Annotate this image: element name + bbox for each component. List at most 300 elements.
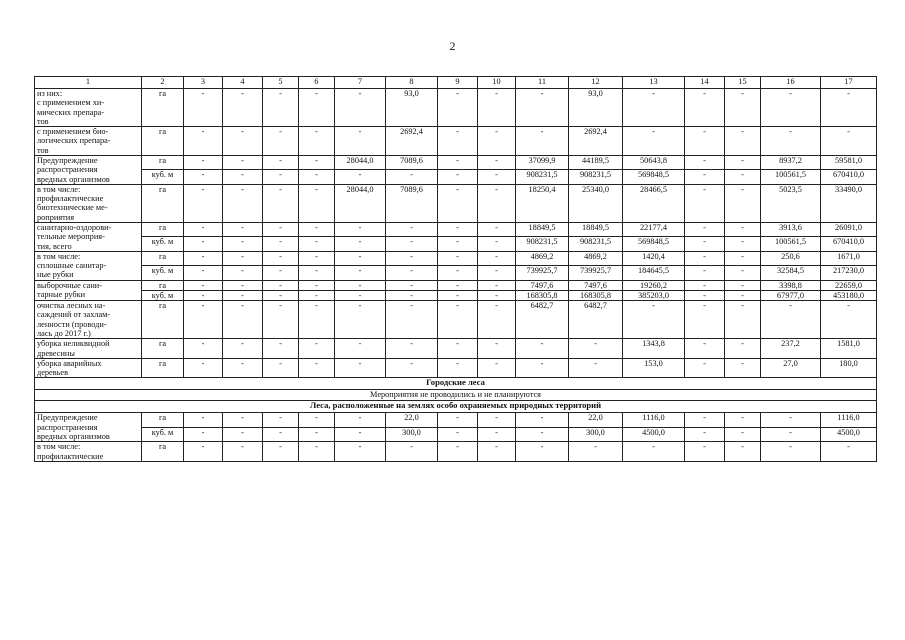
value-cell: 217230,0 [821,266,877,280]
value-cell: - [386,290,438,300]
value-cell: 300,0 [569,427,623,441]
value-cell: - [438,155,478,169]
note-city-row [35,390,877,401]
table-row [35,222,877,236]
value-cell: - [478,339,516,359]
value-cell: - [299,266,335,280]
value-cell: 26091,0 [821,222,877,236]
value-cell: - [685,237,725,251]
column-header: 6 [299,77,335,89]
value-cell: - [438,170,478,184]
value-cell: 153,0 [623,358,685,378]
column-header: 5 [263,77,299,89]
value-cell: - [685,290,725,300]
value-cell: - [184,266,223,280]
value-cell: - [516,89,569,127]
value-cell: - [569,358,623,378]
unit-cell: га [142,339,184,359]
value-cell: 19260,2 [623,280,685,290]
value-cell: 18849,5 [516,222,569,236]
value-cell: 28044,0 [335,155,386,169]
value-cell: - [263,427,299,441]
column-header: 12 [569,77,623,89]
value-cell: - [516,442,569,462]
table-row [35,237,877,251]
value-cell: - [478,301,516,339]
value-cell: - [821,442,877,462]
value-cell: - [478,89,516,127]
value-cell: - [438,427,478,441]
value-cell: - [438,290,478,300]
value-cell: 908231,5 [569,170,623,184]
value-cell: - [478,358,516,378]
value-cell: - [263,266,299,280]
value-cell: - [335,290,386,300]
table-row [35,127,877,156]
value-cell: - [184,413,223,427]
value-cell: - [761,427,821,441]
value-cell: - [516,358,569,378]
unit-cell: га [142,358,184,378]
value-cell: - [386,222,438,236]
value-cell: - [263,237,299,251]
value-cell: - [299,427,335,441]
value-cell: - [438,127,478,156]
value-cell: - [438,266,478,280]
value-cell: - [223,413,263,427]
value-cell: - [685,89,725,127]
value-cell: - [685,442,725,462]
value-cell: 168305,8 [569,290,623,300]
table-body [35,77,877,462]
value-cell: 50643,8 [623,155,685,169]
column-header: 2 [142,77,184,89]
value-cell: - [725,222,761,236]
value-cell: - [725,339,761,359]
value-cell: 7089,6 [386,155,438,169]
value-cell: - [386,301,438,339]
value-cell: - [685,427,725,441]
forest-measures-table [34,76,877,462]
row-label: Предупреждение распространения вредных организмов [35,413,142,442]
value-cell: - [685,301,725,339]
row-label: санитарно-оздорови- тельные мероприя- тия, всего [35,222,142,251]
value-cell: 908231,5 [569,237,623,251]
value-cell: - [438,301,478,339]
value-cell: - [299,170,335,184]
value-cell: 569848,5 [623,170,685,184]
table-row [35,89,877,127]
value-cell: - [335,427,386,441]
value-cell: - [223,339,263,359]
value-cell: 2692,4 [386,127,438,156]
value-cell: 1581,0 [821,339,877,359]
value-cell: - [623,442,685,462]
value-cell: - [725,280,761,290]
column-header: 7 [335,77,386,89]
value-cell: - [478,170,516,184]
value-cell: - [223,358,263,378]
row-label: уборка аварийных деревьев [35,358,142,378]
value-cell: - [223,222,263,236]
value-cell: - [516,127,569,156]
value-cell: 180,0 [821,358,877,378]
value-cell: - [725,427,761,441]
unit-cell: куб. м [142,290,184,300]
column-header: 10 [478,77,516,89]
value-cell: - [223,89,263,127]
value-cell: - [685,280,725,290]
value-cell: - [386,237,438,251]
value-cell: - [685,358,725,378]
column-header: 14 [685,77,725,89]
value-cell: - [335,280,386,290]
column-header: 16 [761,77,821,89]
value-cell: - [478,266,516,280]
value-cell: - [725,290,761,300]
value-cell: - [184,222,223,236]
value-cell: - [335,222,386,236]
value-cell: - [761,89,821,127]
value-cell: - [685,170,725,184]
value-cell: 1116,0 [821,413,877,427]
value-cell: - [685,413,725,427]
value-cell: 908231,5 [516,170,569,184]
section-heading-protected-row [35,401,877,413]
unit-cell: га [142,222,184,236]
value-cell: 168305,8 [516,290,569,300]
value-cell: - [335,266,386,280]
table-row [35,290,877,300]
unit-cell: га [142,251,184,265]
value-cell: 300,0 [386,427,438,441]
value-cell: 1116,0 [623,413,685,427]
page-number: 2 [449,39,456,53]
value-cell: - [821,301,877,339]
value-cell: - [299,155,335,169]
column-number-row [35,77,877,89]
value-cell: - [386,251,438,265]
value-cell: 4869,2 [569,251,623,265]
row-label: в том числе: сплошные санитар- ные рубки [35,251,142,280]
value-cell: - [223,427,263,441]
value-cell: - [223,127,263,156]
value-cell: - [438,237,478,251]
column-header: 9 [438,77,478,89]
table-row [35,358,877,378]
unit-cell: куб. м [142,170,184,184]
unit-cell: куб. м [142,266,184,280]
value-cell: - [184,237,223,251]
value-cell: - [184,127,223,156]
value-cell: - [299,442,335,462]
table-row [35,280,877,290]
value-cell: 670410,0 [821,170,877,184]
value-cell: 44189,5 [569,155,623,169]
value-cell: - [299,413,335,427]
unit-cell: куб. м [142,237,184,251]
value-cell: - [438,222,478,236]
value-cell: - [223,251,263,265]
value-cell: - [478,280,516,290]
value-cell: - [821,127,877,156]
value-cell: - [386,339,438,359]
value-cell: - [478,290,516,300]
unit-cell: га [142,89,184,127]
value-cell: - [263,251,299,265]
value-cell: - [263,89,299,127]
value-cell: - [761,442,821,462]
value-cell: 22,0 [569,413,623,427]
value-cell: - [386,358,438,378]
column-header: 8 [386,77,438,89]
value-cell: - [386,442,438,462]
value-cell: - [821,89,877,127]
value-cell: 22659,0 [821,280,877,290]
value-cell: - [438,413,478,427]
value-cell: 93,0 [386,89,438,127]
column-header: 17 [821,77,877,89]
unit-cell: га [142,184,184,222]
value-cell: - [184,155,223,169]
value-cell: - [335,170,386,184]
value-cell: 739925,7 [516,266,569,280]
section-heading-city-row [35,378,877,390]
table-row [35,301,877,339]
value-cell: 100561,5 [761,170,821,184]
value-cell: 32584,5 [761,266,821,280]
value-cell: - [685,127,725,156]
value-cell: - [685,339,725,359]
row-label: выборочные сани- тарные рубки [35,280,142,301]
column-header: 13 [623,77,685,89]
value-cell: - [478,251,516,265]
note-city: Мероприятия не проводились и не планируются [35,390,877,401]
value-cell: 739925,7 [569,266,623,280]
value-cell: - [263,155,299,169]
value-cell: - [335,237,386,251]
value-cell: 25340,0 [569,184,623,222]
unit-cell: га [142,301,184,339]
value-cell: - [299,237,335,251]
value-cell: - [263,290,299,300]
value-cell: - [438,280,478,290]
value-cell: 7089,6 [386,184,438,222]
value-cell: - [263,301,299,339]
table-row [35,413,877,427]
unit-cell: га [142,280,184,290]
value-cell: - [263,127,299,156]
value-cell: 6482,7 [516,301,569,339]
value-cell: - [299,184,335,222]
value-cell: - [725,127,761,156]
table-row [35,339,877,359]
value-cell: - [335,339,386,359]
value-cell: - [685,184,725,222]
value-cell: - [725,184,761,222]
value-cell: - [184,251,223,265]
value-cell: - [725,358,761,378]
value-cell: - [438,251,478,265]
value-cell: 4869,2 [516,251,569,265]
value-cell: - [184,442,223,462]
value-cell: - [761,413,821,427]
table-row [35,170,877,184]
value-cell: - [263,339,299,359]
row-label: очистка лесных на- саждений от захлам- ленности (проводи- лась до 2017 г.) [35,301,142,339]
column-header: 4 [223,77,263,89]
value-cell: - [685,251,725,265]
value-cell: 22177,4 [623,222,685,236]
value-cell: - [223,184,263,222]
row-label: в том числе: профилактические [35,442,142,462]
value-cell: 2692,4 [569,127,623,156]
value-cell: - [478,442,516,462]
value-cell: 1343,8 [623,339,685,359]
value-cell: - [184,358,223,378]
table-row [35,266,877,280]
row-label: в том числе: профилактические биотехнические ме- роприятия [35,184,142,222]
value-cell: - [223,290,263,300]
value-cell: - [725,301,761,339]
unit-cell: га [142,442,184,462]
value-cell: - [263,184,299,222]
value-cell: - [335,358,386,378]
value-cell: 3398,8 [761,280,821,290]
row-label: уборка неликвидной древесины [35,339,142,359]
row-label: с применением био- логических препара- тов [35,127,142,156]
value-cell: - [299,251,335,265]
value-cell: - [335,89,386,127]
value-cell: - [725,170,761,184]
value-cell: 237,2 [761,339,821,359]
value-cell: - [299,222,335,236]
row-label: из них: с применением хи- мических препара- тов [35,89,142,127]
value-cell: - [335,251,386,265]
value-cell: - [299,339,335,359]
value-cell: - [223,280,263,290]
value-cell: - [223,266,263,280]
value-cell: - [478,155,516,169]
value-cell: 4500,0 [821,427,877,441]
value-cell: - [184,184,223,222]
unit-cell: га [142,413,184,427]
table-row [35,155,877,169]
value-cell: 8937,2 [761,155,821,169]
value-cell: 184645,5 [623,266,685,280]
column-header: 11 [516,77,569,89]
value-cell: 67977,0 [761,290,821,300]
value-cell: - [263,358,299,378]
value-cell: 250,6 [761,251,821,265]
value-cell: - [478,127,516,156]
value-cell: - [516,427,569,441]
value-cell: - [184,427,223,441]
value-cell: - [386,266,438,280]
value-cell: - [263,280,299,290]
value-cell: - [725,155,761,169]
value-cell: 28044,0 [335,184,386,222]
value-cell: - [685,266,725,280]
unit-cell: га [142,155,184,169]
value-cell: - [761,301,821,339]
value-cell: - [438,89,478,127]
value-cell: - [263,222,299,236]
value-cell: - [623,127,685,156]
value-cell: - [335,127,386,156]
value-cell: 59581,0 [821,155,877,169]
value-cell: - [299,280,335,290]
value-cell: - [478,413,516,427]
table-row [35,442,877,462]
value-cell: - [263,413,299,427]
value-cell: - [438,184,478,222]
section-heading-city: Городские леса [35,378,877,390]
value-cell: - [299,358,335,378]
value-cell: - [725,251,761,265]
value-cell: 3913,6 [761,222,821,236]
value-cell: 100561,5 [761,237,821,251]
value-cell: 37099,9 [516,155,569,169]
value-cell: - [725,266,761,280]
value-cell: - [516,339,569,359]
value-cell: - [299,301,335,339]
value-cell: 5023,5 [761,184,821,222]
value-cell: - [438,358,478,378]
value-cell: - [761,127,821,156]
column-header: 15 [725,77,761,89]
column-header: 3 [184,77,223,89]
value-cell: 18849,5 [569,222,623,236]
value-cell: - [299,127,335,156]
value-cell: - [386,170,438,184]
value-cell: 33490,0 [821,184,877,222]
value-cell: - [623,301,685,339]
value-cell: - [299,89,335,127]
value-cell: - [478,237,516,251]
unit-cell: куб. м [142,427,184,441]
value-cell: 1420,4 [623,251,685,265]
value-cell: 6482,7 [569,301,623,339]
value-cell: 385203,0 [623,290,685,300]
value-cell: 4500,0 [623,427,685,441]
value-cell: - [516,413,569,427]
value-cell: - [299,290,335,300]
column-header: 1 [35,77,142,89]
value-cell: 1671,0 [821,251,877,265]
value-cell: 7497,6 [516,280,569,290]
value-cell: - [725,89,761,127]
value-cell: 18250,4 [516,184,569,222]
value-cell: 22,0 [386,413,438,427]
value-cell: 908231,5 [516,237,569,251]
value-cell: 27,0 [761,358,821,378]
value-cell: - [223,170,263,184]
value-cell: 93,0 [569,89,623,127]
value-cell: 569848,5 [623,237,685,251]
value-cell: - [335,301,386,339]
value-cell: - [184,280,223,290]
section-heading-protected: Леса, расположенные на землях особо охраняемых природных территорий [35,401,877,413]
value-cell: - [263,442,299,462]
value-cell: - [184,301,223,339]
value-cell: - [438,339,478,359]
value-cell: - [386,280,438,290]
value-cell: - [569,442,623,462]
table-row [35,427,877,441]
value-cell: - [223,155,263,169]
value-cell: 7497,6 [569,280,623,290]
